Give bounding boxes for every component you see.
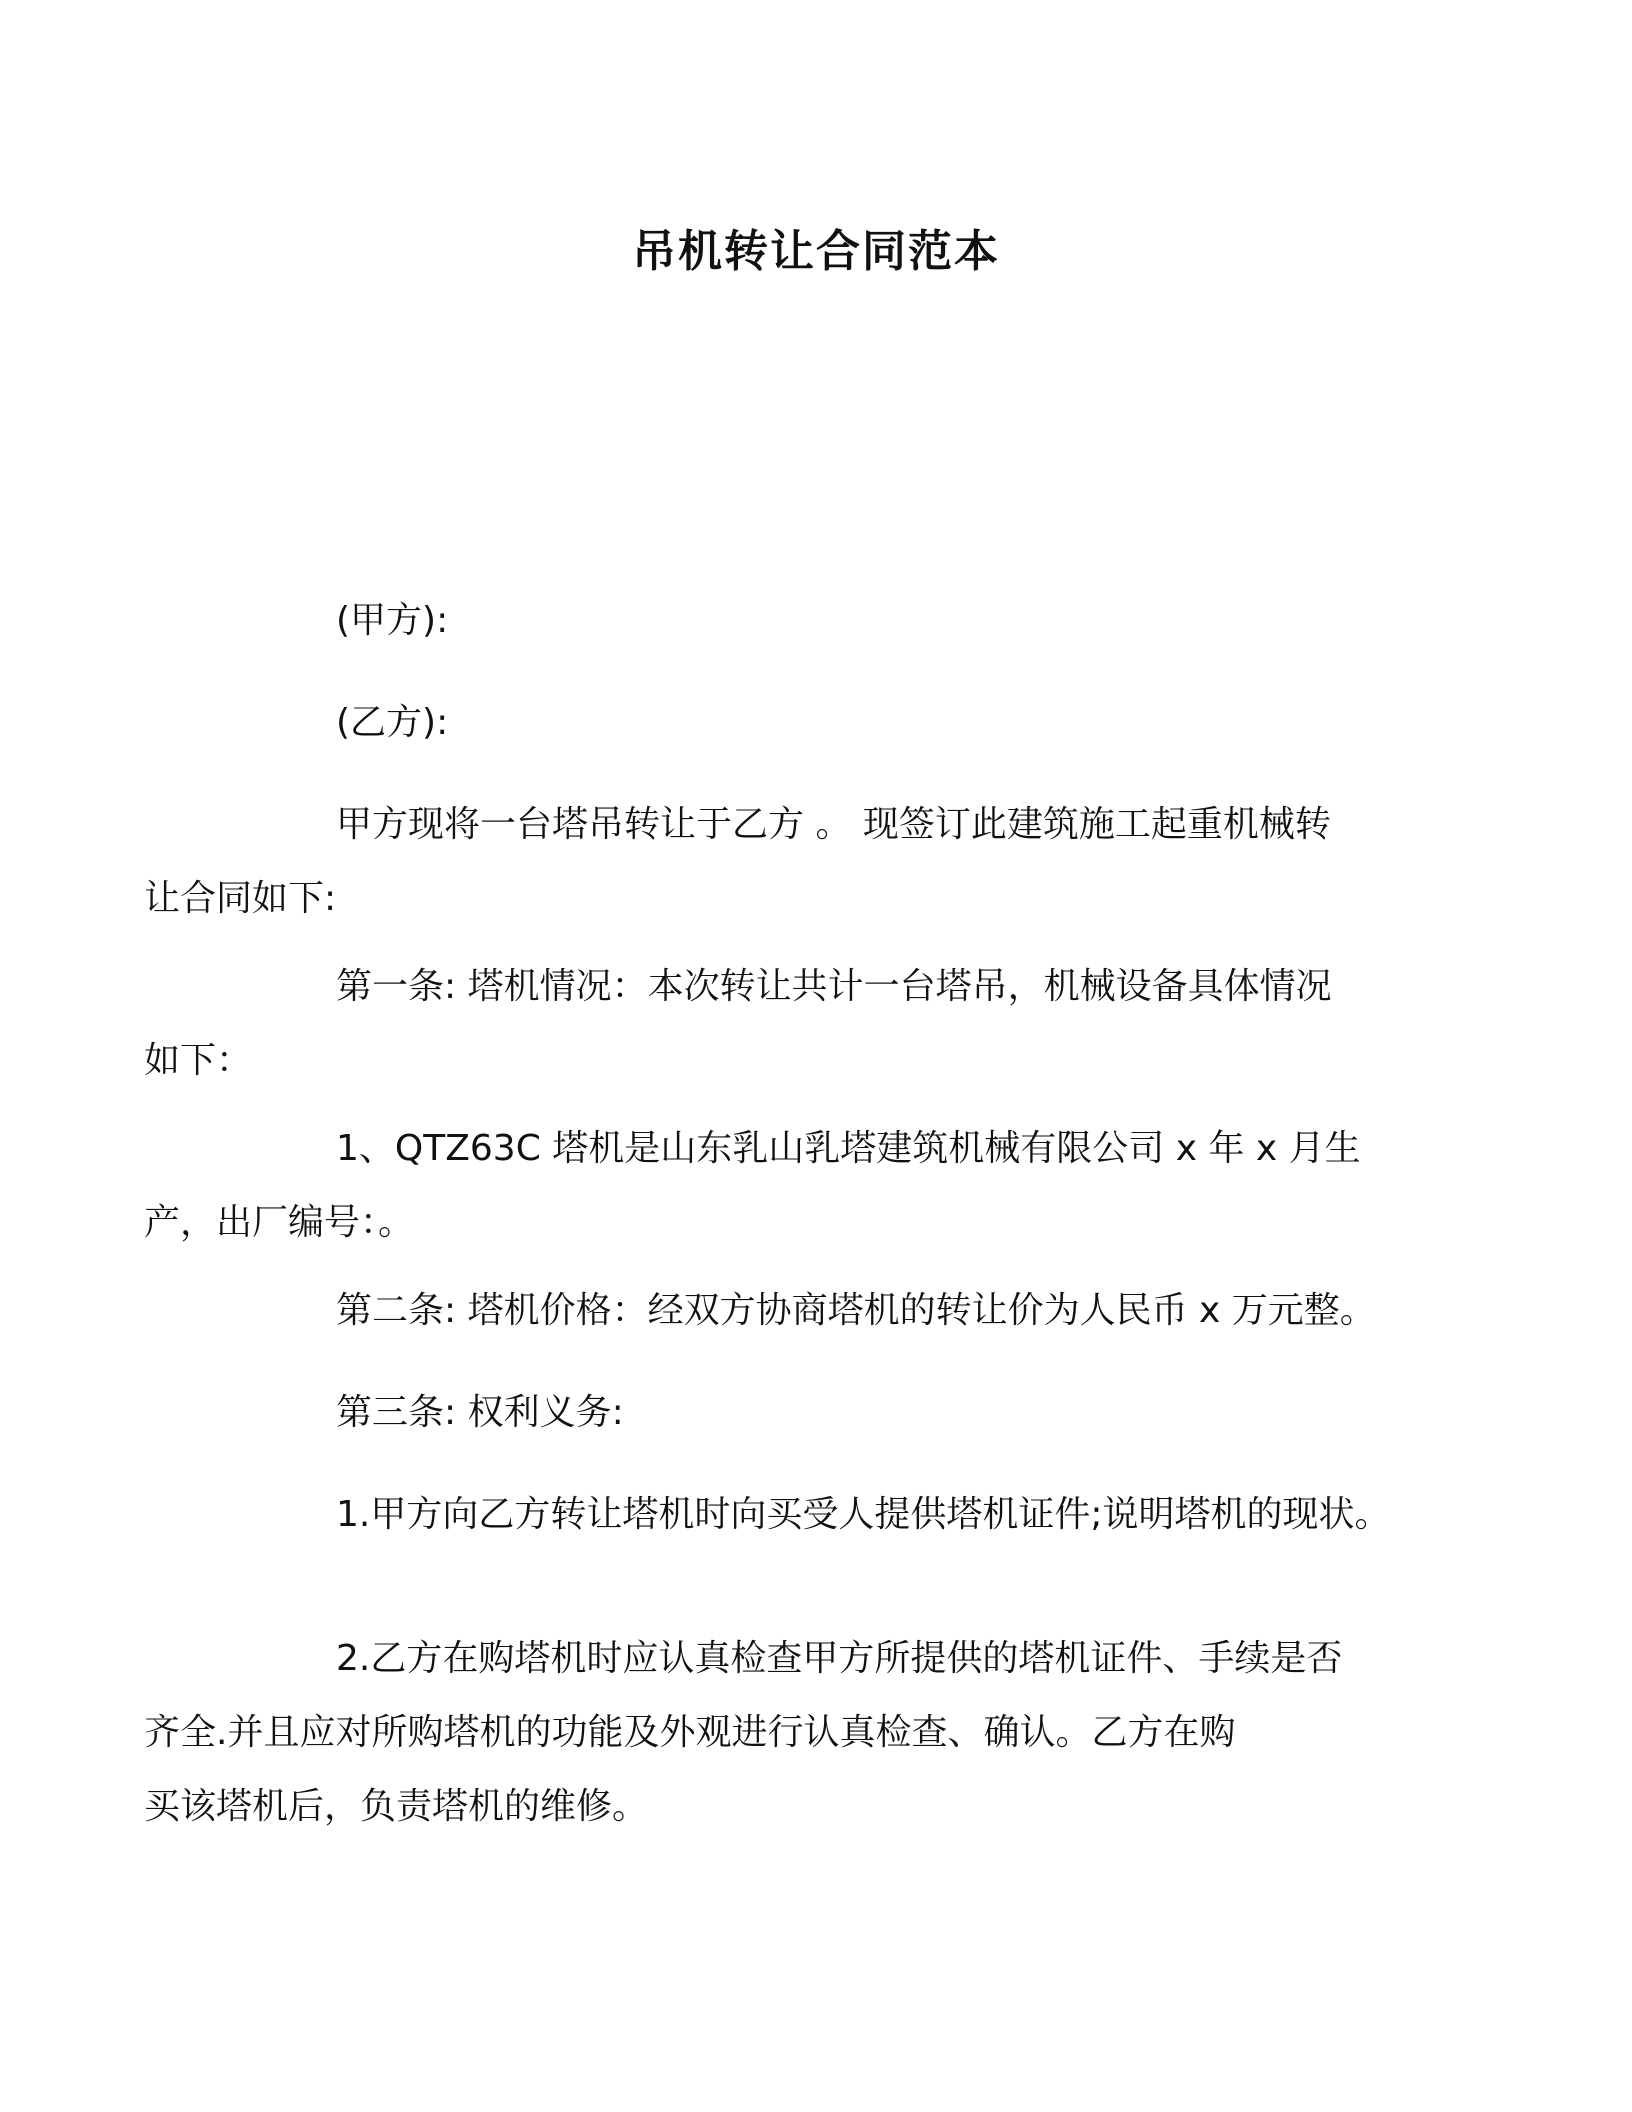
party-b-label: (乙方): xyxy=(336,702,449,743)
duty-2-line-1: 2.乙方在购塔机时应认真检查甲方所提供的塔机证件、手续是否 xyxy=(336,1638,1343,1679)
item-1-line-1: 1、QTZ63C 塔机是山东乳山乳塔建筑机械有限公司 x 年 x 月生 xyxy=(336,1128,1361,1169)
article-1-line-1: 第一条: 塔机情况：本次转让共计一台塔吊，机械设备具体情况 xyxy=(336,966,1332,1007)
duty-1-paragraph xyxy=(240,1478,1410,1552)
party-a-label: (甲方): xyxy=(336,600,449,641)
duty-2-line-2: 齐全.并且应对所购塔机的功能及外观进行认真检查、确认。乙方在购 xyxy=(144,1712,1236,1753)
duty-2-paragraph xyxy=(144,1622,1410,1844)
article-2-text: 第二条: 塔机价格：经双方协商塔机的转让价为人民币 x 万元整。 xyxy=(336,1290,1376,1331)
article-3-text: 第三条: 权利义务: xyxy=(336,1392,624,1433)
item-1-line-2: 产，出厂编号：。 xyxy=(144,1202,415,1243)
party-b-line xyxy=(240,686,1410,760)
article-2-paragraph xyxy=(240,1274,1410,1348)
duty-1-text: 1.甲方向乙方转让塔机时向买受人提供塔机证件;说明塔机的现状。 xyxy=(336,1494,1391,1535)
duty-2-line-3: 买该塔机后，负责塔机的维修。 xyxy=(144,1786,649,1827)
article-1-line-2: 如下： xyxy=(144,1040,253,1081)
document-title: 吊机转让合同范本 xyxy=(632,226,1000,277)
intro-line-2: 让合同如下: xyxy=(144,878,337,919)
intro-paragraph xyxy=(144,788,1410,936)
article-1-paragraph xyxy=(144,950,1410,1098)
party-a-line xyxy=(240,584,1410,658)
article-3-paragraph xyxy=(240,1376,1410,1450)
item-1-paragraph xyxy=(144,1112,1410,1260)
intro-line-1: 甲方现将一台塔吊转让于乙方 。 现签订此建筑施工起重机械转 xyxy=(336,804,1331,845)
